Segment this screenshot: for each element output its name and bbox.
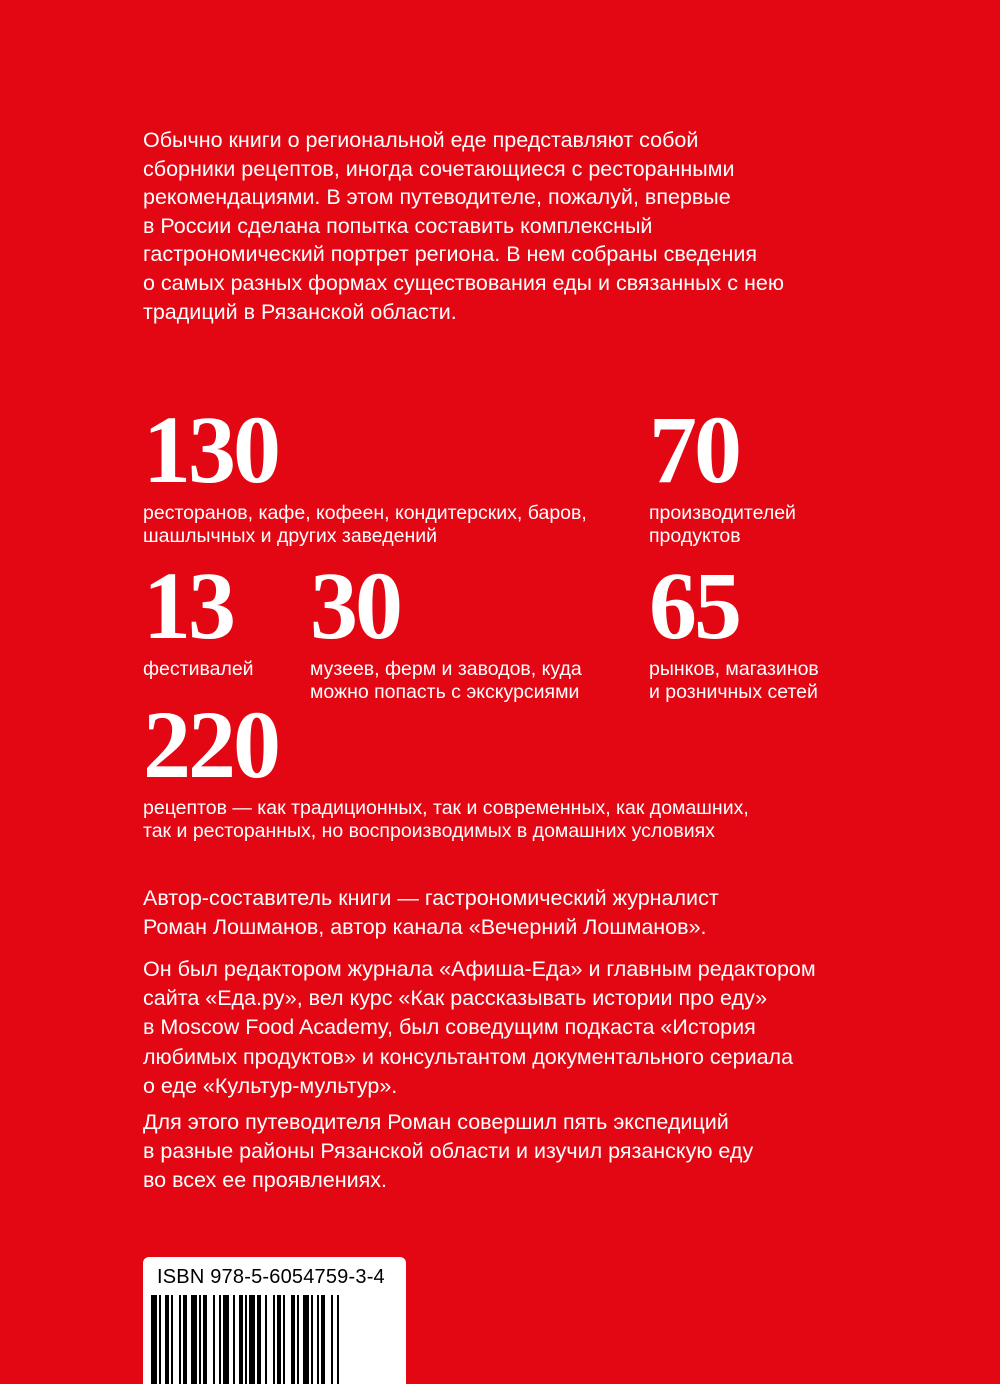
stat-description-line: можно попасть с экскурсиями	[310, 681, 580, 703]
author-paragraph-1	[143, 884, 883, 942]
barcode-bar	[321, 1295, 325, 1384]
barcode-bar	[151, 1295, 157, 1384]
author-line: в разные районы Рязанской области и изучил рязанскую еду	[143, 1139, 754, 1164]
stat-description	[649, 502, 796, 548]
stat-markets	[649, 552, 819, 704]
stat-description-line: музеев, ферм и заводов, куда	[310, 658, 582, 680]
stat-description-line: так и ресторанных, но воспроизводимых в домашних условиях	[143, 820, 715, 842]
barcode-bar	[183, 1295, 187, 1384]
stat-restaurants	[143, 396, 587, 548]
intro-line: Обычно книги о региональной еде представляют собой	[143, 128, 699, 152]
stat-description-line: рецептов — как традиционных, так и современных, как домашних,	[143, 797, 749, 819]
author-line: любимых продуктов» и консультантом документального сериала	[143, 1044, 794, 1069]
stat-number: 30	[310, 552, 400, 659]
stat-description	[143, 658, 254, 681]
intro-line: в России сделана попытка составить комплексный	[143, 213, 653, 238]
barcode-bar	[277, 1295, 281, 1384]
barcode-bar	[273, 1295, 275, 1384]
barcode-bar	[165, 1295, 169, 1384]
author-line: Автор-составитель книги — гастрономический журналист	[143, 886, 719, 910]
barcode-bar	[171, 1295, 173, 1384]
stat-description-line: рынков, магазинов	[649, 658, 819, 680]
stat-number: 220	[143, 691, 278, 798]
stat-description	[143, 797, 749, 843]
intro-line: традиций в Рязанской области.	[143, 299, 457, 324]
intro-line: гастрономический портрет региона. В нем собраны сведения	[143, 242, 758, 267]
barcode-bar	[199, 1295, 201, 1384]
barcode-bar	[179, 1295, 181, 1384]
intro-line: о самых разных формах существования еды и связанных с нею	[143, 270, 784, 295]
author-line: Роман Лошманов, автор канала «Вечерний Лошманов».	[143, 915, 707, 940]
stat-museums	[310, 552, 582, 704]
barcode-bar	[219, 1295, 221, 1384]
stat-festivals	[143, 552, 254, 681]
stat-description-line: ресторанов, кафе, кофеен, кондитерских, баров,	[143, 502, 587, 524]
barcode-bar	[203, 1295, 207, 1384]
author-line: в Moscow Food Academy, был соведущим подкаста «История	[143, 1015, 756, 1040]
barcode-bar	[317, 1295, 319, 1384]
barcode-bar	[337, 1295, 339, 1384]
stat-description-line: фестивалей	[143, 658, 254, 680]
barcode-bar	[283, 1295, 285, 1384]
stat-description-line: шашлычных и других заведений	[143, 525, 437, 547]
barcode-bar	[245, 1295, 247, 1384]
barcode-image	[151, 1295, 398, 1384]
stat-description-line: продуктов	[649, 525, 741, 547]
isbn-text: ISBN 978-5-6054759-3-4	[157, 1266, 385, 1288]
author-line: сайта «Еда.ру», вел курс «Как рассказывать истории про еду»	[143, 986, 768, 1011]
author-paragraph-2	[143, 955, 883, 1101]
barcode-bar	[303, 1295, 309, 1384]
stat-description-line: и розничных сетей	[649, 681, 818, 703]
barcode-label	[143, 1257, 406, 1384]
stat-number: 130	[143, 396, 278, 503]
stat-description-line: производителей	[649, 502, 796, 524]
barcode-bar	[159, 1295, 161, 1384]
barcode-bar	[331, 1295, 333, 1384]
barcode-bar	[239, 1295, 243, 1384]
intro-line: рекомендациями. В этом путеводителе, пожалуй, впервые	[143, 185, 731, 210]
barcode-bar	[191, 1295, 197, 1384]
barcode-bar	[223, 1295, 229, 1384]
author-line: о еде «Культур-мультур».	[143, 1073, 398, 1098]
intro-line: сборники рецептов, иногда сочетающиеся с ресторанными	[143, 156, 735, 181]
author-paragraph-3	[143, 1108, 883, 1196]
barcode-bar	[213, 1295, 215, 1384]
stat-number: 65	[649, 552, 739, 659]
author-line: во всех ее проявлениях.	[143, 1168, 388, 1193]
barcode-bar	[311, 1295, 313, 1384]
stat-number: 70	[649, 396, 739, 503]
intro-paragraph	[143, 126, 863, 326]
author-line: Для этого путеводителя Роман совершил пять экспедиций	[143, 1110, 729, 1134]
stat-description	[143, 502, 587, 548]
barcode-bar	[297, 1295, 299, 1384]
stat-number: 13	[143, 552, 233, 659]
barcode-bar	[265, 1295, 267, 1384]
barcode-bar	[233, 1295, 235, 1384]
barcode-bar	[249, 1295, 255, 1384]
stat-producers	[649, 396, 796, 548]
author-line: Он был редактором журнала «Афиша-Еда» и главным редактором	[143, 957, 816, 981]
barcode-bar	[291, 1295, 295, 1384]
barcode-bar	[257, 1295, 261, 1384]
